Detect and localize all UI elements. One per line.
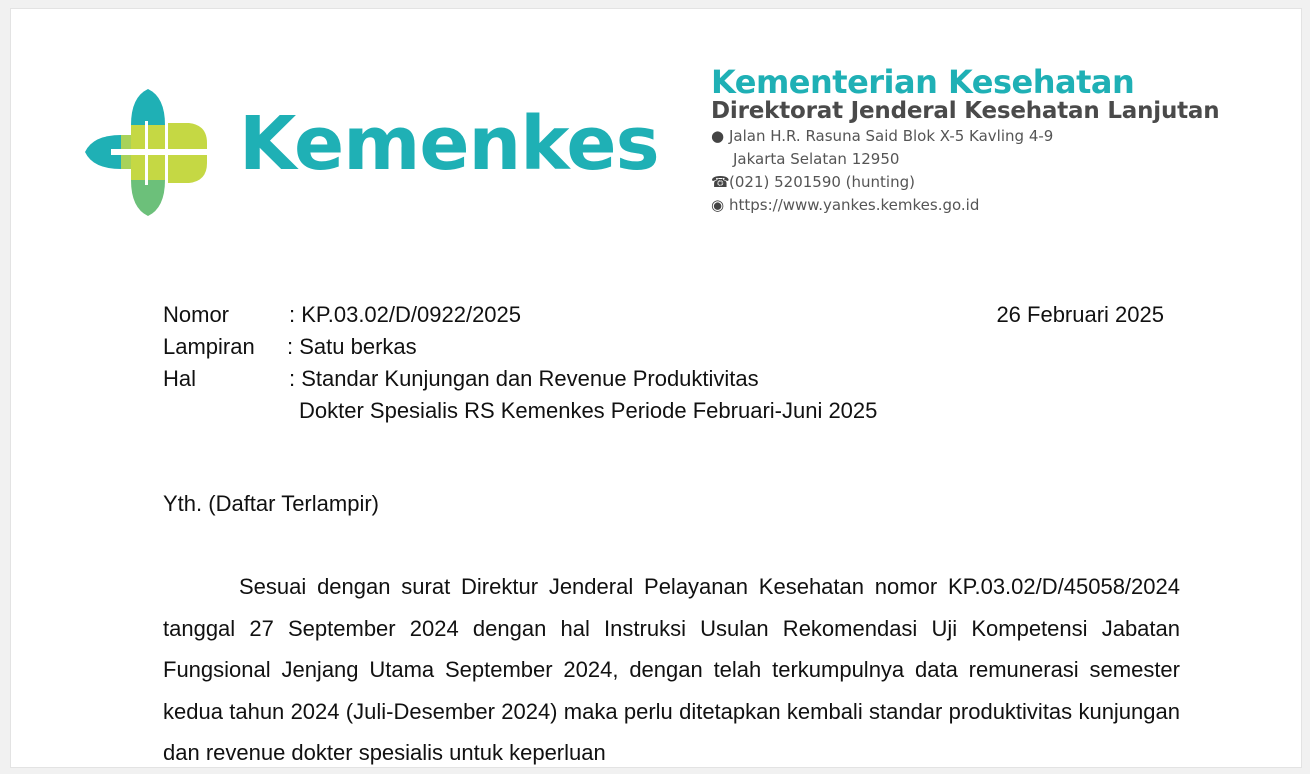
letter-page — [10, 8, 1302, 768]
nomor-label: Nomor — [163, 302, 230, 327]
org-title: Kementerian Kesehatan — [711, 63, 1135, 101]
address-line1-text: Jalan H.R. Rasuna Said Blok X-5 Kavling 4-9 — [729, 127, 1054, 145]
globe-icon: ◉ — [711, 196, 725, 214]
hal-value-line1: : Standar Kunjungan dan Revenue Produktivitas — [289, 366, 759, 391]
hal-label: Hal — [163, 366, 197, 391]
phone-text: (021) 5201590 (hunting) — [729, 173, 915, 191]
lampiran-value: : Satu berkas — [287, 334, 417, 359]
org-subtitle: Direktorat Jenderal Kesehatan Lanjutan — [711, 98, 1220, 124]
letter-date: 26 Februari 2025 — [996, 302, 1164, 327]
hal-value-line2: Dokter Spesialis RS Kemenkes Periode Februari-Juni 2025 — [299, 398, 878, 423]
brand-name: Kemenkes — [239, 101, 659, 187]
phone-line — [711, 171, 1271, 194]
lampiran-label: Lampiran — [163, 334, 255, 359]
body-paragraph: Sesuai dengan surat Direktur Jenderal Pelayanan Kesehatan nomor KP.03.02/D/45058/2024 tanggal 27 September 2024 dengan hal Instruksi Usulan Rekomendasi Uji Kompetensi Jabatan Fungsional Jenjang Utama September 2024, dengan telah terkumpulnya data remunerasi semester kedua tahun 2024 (Juli-Desember 2024) maka perlu ditetapkan kembali standar produktivitas kunjungan dan revenue dokter spesialis untuk keperluan — [163, 574, 1180, 765]
telephone-icon: ☎ — [711, 173, 730, 191]
website-line — [711, 194, 1271, 217]
address-line1 — [711, 125, 1271, 148]
nomor-value: : KP.03.02/D/0922/2025 — [289, 302, 522, 327]
address-line2 — [711, 148, 1271, 171]
address-line2-text: Jakarta Selatan 12950 — [733, 150, 900, 168]
website-link[interactable]: https://www.yankes.kemkes.go.id — [729, 196, 980, 214]
organization-header — [711, 63, 1271, 217]
map-pin-icon: ● — [711, 127, 725, 145]
recipient: Yth. (Daftar Terlampir) — [163, 491, 379, 516]
kemenkes-logo-icon — [81, 85, 216, 220]
